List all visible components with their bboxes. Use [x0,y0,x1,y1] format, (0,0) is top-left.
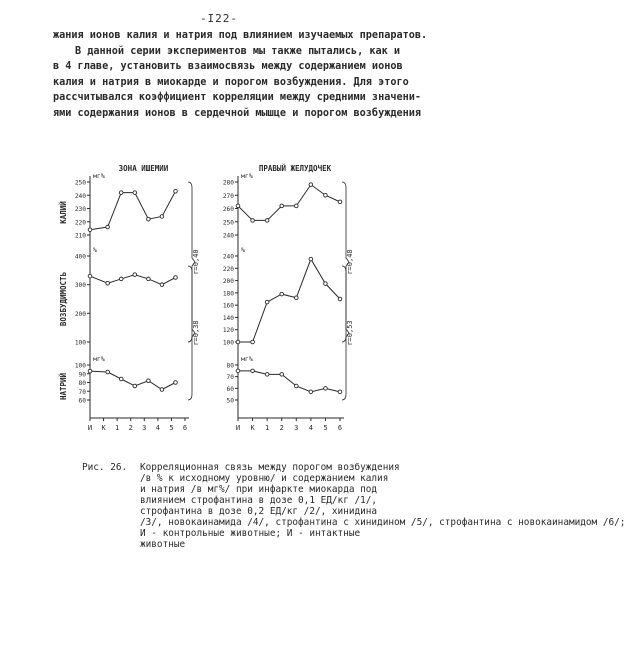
data-point [174,276,178,280]
data-point [324,193,328,197]
data-point [324,387,328,391]
series-line [90,191,176,229]
data-point [251,369,255,373]
y-tick-label: 200 [74,310,86,318]
y-tick-label: 60 [226,385,234,393]
x-tick-label: 6 [182,424,188,432]
caption-line: И - контрольные животные; И - интактные [140,528,361,539]
y-tick-label: 50 [226,397,234,405]
y-tick-label: 300 [74,282,86,290]
y-tick-label: 140 [222,314,234,322]
data-point [147,379,151,383]
unit-label: мг% [93,172,105,180]
caption-line: строфантина в дозе 0,2 ЕД/кг /2/, хинидина [140,506,378,517]
y-tick-label: 220 [222,265,234,273]
y-tick-label: 120 [222,327,234,335]
data-point [160,215,164,219]
data-point [294,296,298,300]
data-point [147,277,151,281]
y-tick-label: 70 [78,388,86,396]
panel-title: ЗОНА ИШЕМИИ [118,164,169,173]
data-point [160,283,164,287]
y-tick-label: 60 [78,397,86,405]
y-tick-label: 250 [74,179,86,187]
x-tick-label: 4 [308,424,313,432]
caption-line: Корреляционная связь между порогом возбуждения [140,462,400,473]
x-tick-label: 1 [265,424,270,432]
caption-line: животные [140,539,186,550]
data-point [119,377,123,381]
x-tick-label: 3 [142,424,147,432]
caption-line: /3/, новокаинамида /4/, строфантина с хинидином /5/, строфантина с новокаинамидом /6/; [140,517,625,528]
y-tick-label: 280 [222,179,234,187]
y-tick-label: 80 [78,380,86,387]
data-point [280,204,284,208]
data-point [265,219,269,223]
y-tick-label: 100 [222,339,234,347]
data-point [147,217,151,221]
data-point [309,257,313,261]
data-point [280,292,284,296]
x-tick-label: И [235,424,241,432]
y-tick-label: 240 [222,253,234,261]
unit-label: мг% [241,355,253,363]
unit-label: % [93,246,97,254]
x-tick-label: 4 [155,424,160,432]
data-point [309,390,313,394]
y-tick-label: 200 [222,278,234,286]
data-point [294,204,298,208]
y-tick-label: 230 [74,206,86,213]
x-tick-label: 1 [115,424,120,432]
x-tick-label: 5 [169,424,174,432]
y-tick-label: 400 [74,253,86,261]
data-point [338,390,342,394]
data-point [309,183,313,187]
x-tick-label: К [250,424,255,432]
y-tick-label: 80 [226,362,234,370]
data-point [133,273,137,277]
data-point [133,191,137,195]
y-tick-label: 220 [74,219,86,227]
text-line: рассчитывался коэффициент корреляции между средними значени- [53,92,422,104]
text-line: В данной серии экспериментов мы также пытались, как и [75,45,401,57]
data-point [236,204,240,208]
data-point [338,200,342,204]
data-point [106,370,110,374]
unit-label: мг% [93,355,105,363]
caption-line: /в % к исходному уровню/ и содержанием калия [140,473,389,484]
data-point [265,300,269,304]
caption-label: Рис. 26. [82,462,128,473]
data-point [338,297,342,301]
data-point [106,281,110,285]
x-tick-label: 2 [128,424,133,432]
correlation-label: r=0,40 [192,249,200,275]
body-paragraph [53,28,428,122]
y-tick-label: 100 [74,362,86,370]
data-point [119,191,123,195]
row-label: НАТРИЙ [59,372,68,401]
page-number: -I22- [199,12,239,25]
x-tick-label: И [87,424,93,432]
data-point [294,384,298,388]
correlation-label: r=0,38 [192,320,200,346]
text-line: в 4 главе, установить взаимосвязь между содержанием ионов [53,61,403,73]
correlation-figure [60,160,380,450]
unit-label: % [241,246,245,254]
caption-line: влиянием строфантина в дозе 0,1 ЕД/кг /1/, [140,495,378,506]
y-tick-label: 160 [222,302,234,310]
y-tick-label: 260 [222,206,234,213]
data-point [174,189,178,193]
x-tick-label: 3 [294,424,299,432]
y-tick-label: 270 [222,192,234,200]
correlation-label: r=0,53 [346,320,354,346]
data-point [265,373,269,377]
y-tick-label: 210 [74,232,86,240]
data-point [106,225,110,229]
x-tick-label: 2 [279,424,284,432]
figure-caption [82,462,625,550]
correlation-label: r=0,48 [346,249,354,275]
data-point [280,373,284,377]
data-point [88,369,92,373]
data-point [88,274,92,278]
y-tick-label: 240 [74,192,86,200]
x-tick-label: 5 [323,424,328,432]
data-point [251,340,255,344]
row-label: КАЛИЙ [59,201,68,224]
y-tick-label: 180 [222,290,234,298]
y-tick-label: 70 [226,374,234,382]
caption-line: и натрия /в мг%/ при инфаркте миокарда под [140,484,378,495]
y-tick-label: 100 [74,339,86,347]
y-tick-label: 250 [222,219,234,227]
data-point [174,381,178,385]
y-tick-label: 240 [222,232,234,240]
data-point [88,228,92,232]
data-point [324,282,328,286]
y-tick-label: 90 [78,371,86,379]
row-label: ВОЗБУДИМОСТЬ [59,271,68,327]
text-line: ями содержания ионов в сердечной мышце и порогом возбуждения [53,107,422,119]
data-point [236,369,240,373]
panel-title: ПРАВЫЙ ЖЕЛУДОЧЕК [258,164,332,173]
data-point [251,219,255,223]
text-line: жания ионов калия и натрия под влиянием изучаемых препаратов. [53,30,428,41]
x-tick-label: К [101,424,106,432]
series-line [238,259,340,342]
unit-label: мг% [241,172,253,180]
x-tick-label: 6 [337,424,343,432]
series-line [238,185,340,221]
data-point [160,388,164,392]
data-point [133,384,137,388]
data-point [119,277,123,281]
text-line: калия и натрия в миокарде и порогом возбуждения. Для этого [53,76,409,88]
data-point [236,340,240,344]
